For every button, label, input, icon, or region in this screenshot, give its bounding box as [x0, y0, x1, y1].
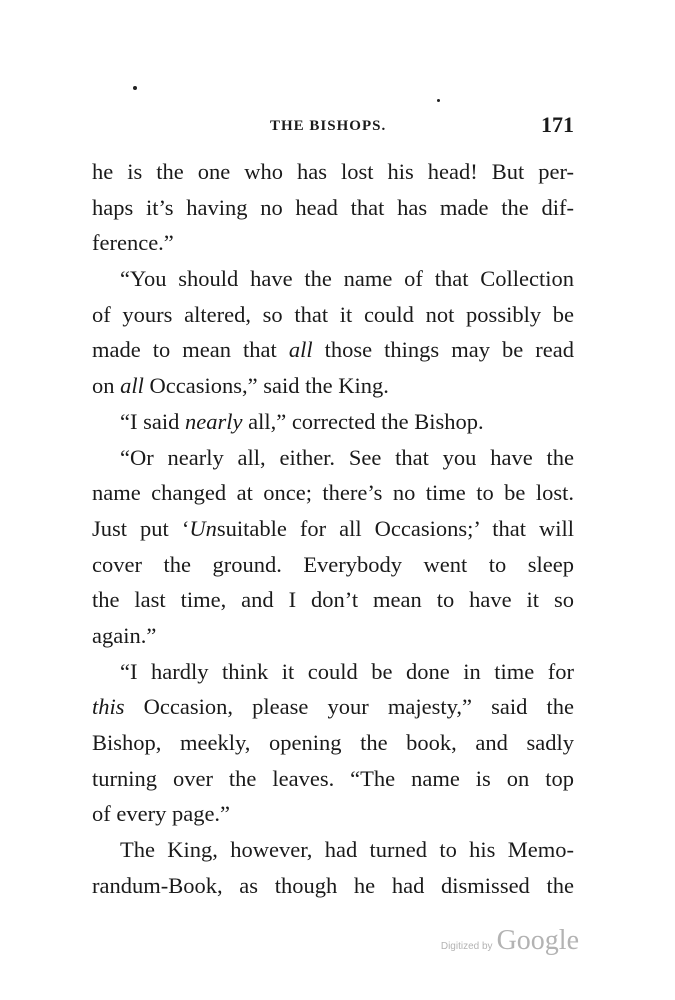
text-line: [92, 796, 574, 832]
text-segment: suitable for all Occasions;’ that will: [216, 515, 574, 541]
text-line: [92, 725, 574, 761]
text-line: [92, 618, 574, 654]
italic-text: Un: [189, 515, 217, 541]
text-line: [92, 582, 574, 618]
text-segment: he is the one who has lost his head! But per-: [92, 159, 574, 184]
text-segment: on: [92, 373, 121, 399]
text-line: [92, 511, 574, 547]
text-segment: ference.”: [92, 230, 174, 256]
text-segment: “I hardly think it could be done in time for: [120, 658, 574, 684]
text-line: [92, 368, 574, 404]
print-speck: [133, 86, 137, 90]
text-segment: Bishop, meekly, opening the book, and sadly: [92, 730, 574, 755]
text-segment: haps it’s having no head that has made the dif-: [92, 194, 574, 220]
running-header: [92, 112, 574, 142]
text-segment: of every page.”: [92, 801, 231, 827]
text-line: [92, 225, 574, 261]
text-segment: Occasion, please your majesty,” said the: [124, 694, 574, 720]
text-segment: name changed at once; there’s no time to be lost.: [92, 480, 574, 506]
text-line: [92, 440, 574, 476]
italic-text: all: [288, 337, 313, 363]
text-segment: “I said: [120, 408, 185, 434]
text-line: [92, 475, 574, 511]
text-line: [92, 297, 574, 333]
running-title: THE BISHOPS.: [270, 118, 387, 134]
text-segment: of yours altered, so that it could not possibly be: [92, 301, 574, 327]
text-segment: turning over the leaves. “The name is on top: [92, 765, 574, 791]
text-segment: Occasions,” said the King.: [143, 373, 389, 399]
text-line: [92, 868, 574, 904]
text-segment: all,” corrected the Bishop.: [242, 408, 484, 434]
google-logo-text: Google: [496, 925, 579, 956]
text-line: [92, 689, 574, 725]
text-line: [92, 547, 574, 583]
text-segment: those things may be read: [312, 337, 574, 363]
text-segment: again.”: [92, 622, 157, 648]
text-segment: “Or nearly all, either. See that you have the: [120, 444, 574, 470]
page-number: 171: [541, 112, 574, 137]
text-segment: The King, however, had turned to his Memo-: [120, 837, 574, 863]
text-segment: Just put ‘: [92, 515, 190, 541]
text-line: [92, 154, 574, 190]
text-line: [92, 832, 574, 868]
text-line: [92, 261, 574, 297]
digitized-by-google-watermark: [441, 925, 579, 957]
text-segment: the last time, and I don’t mean to have it so: [92, 587, 574, 613]
italic-text: nearly: [184, 408, 243, 434]
text-line: [92, 404, 574, 440]
text-line: [92, 190, 574, 226]
text-line: [92, 761, 574, 797]
text-segment: “You should have the name of that Collection: [120, 266, 574, 292]
italic-text: this: [92, 694, 125, 720]
watermark-prefix: Digitized by: [440, 941, 493, 952]
print-speck: [437, 99, 440, 102]
text-segment: randum-Book, as though he had dismissed the: [92, 872, 574, 898]
body-text: [92, 154, 574, 903]
text-line: [92, 654, 574, 690]
text-segment: cover the ground. Everybody went to sleep: [92, 551, 574, 577]
text-line: [92, 332, 574, 368]
text-segment: made to mean that: [92, 337, 289, 363]
italic-text: all: [120, 373, 144, 399]
